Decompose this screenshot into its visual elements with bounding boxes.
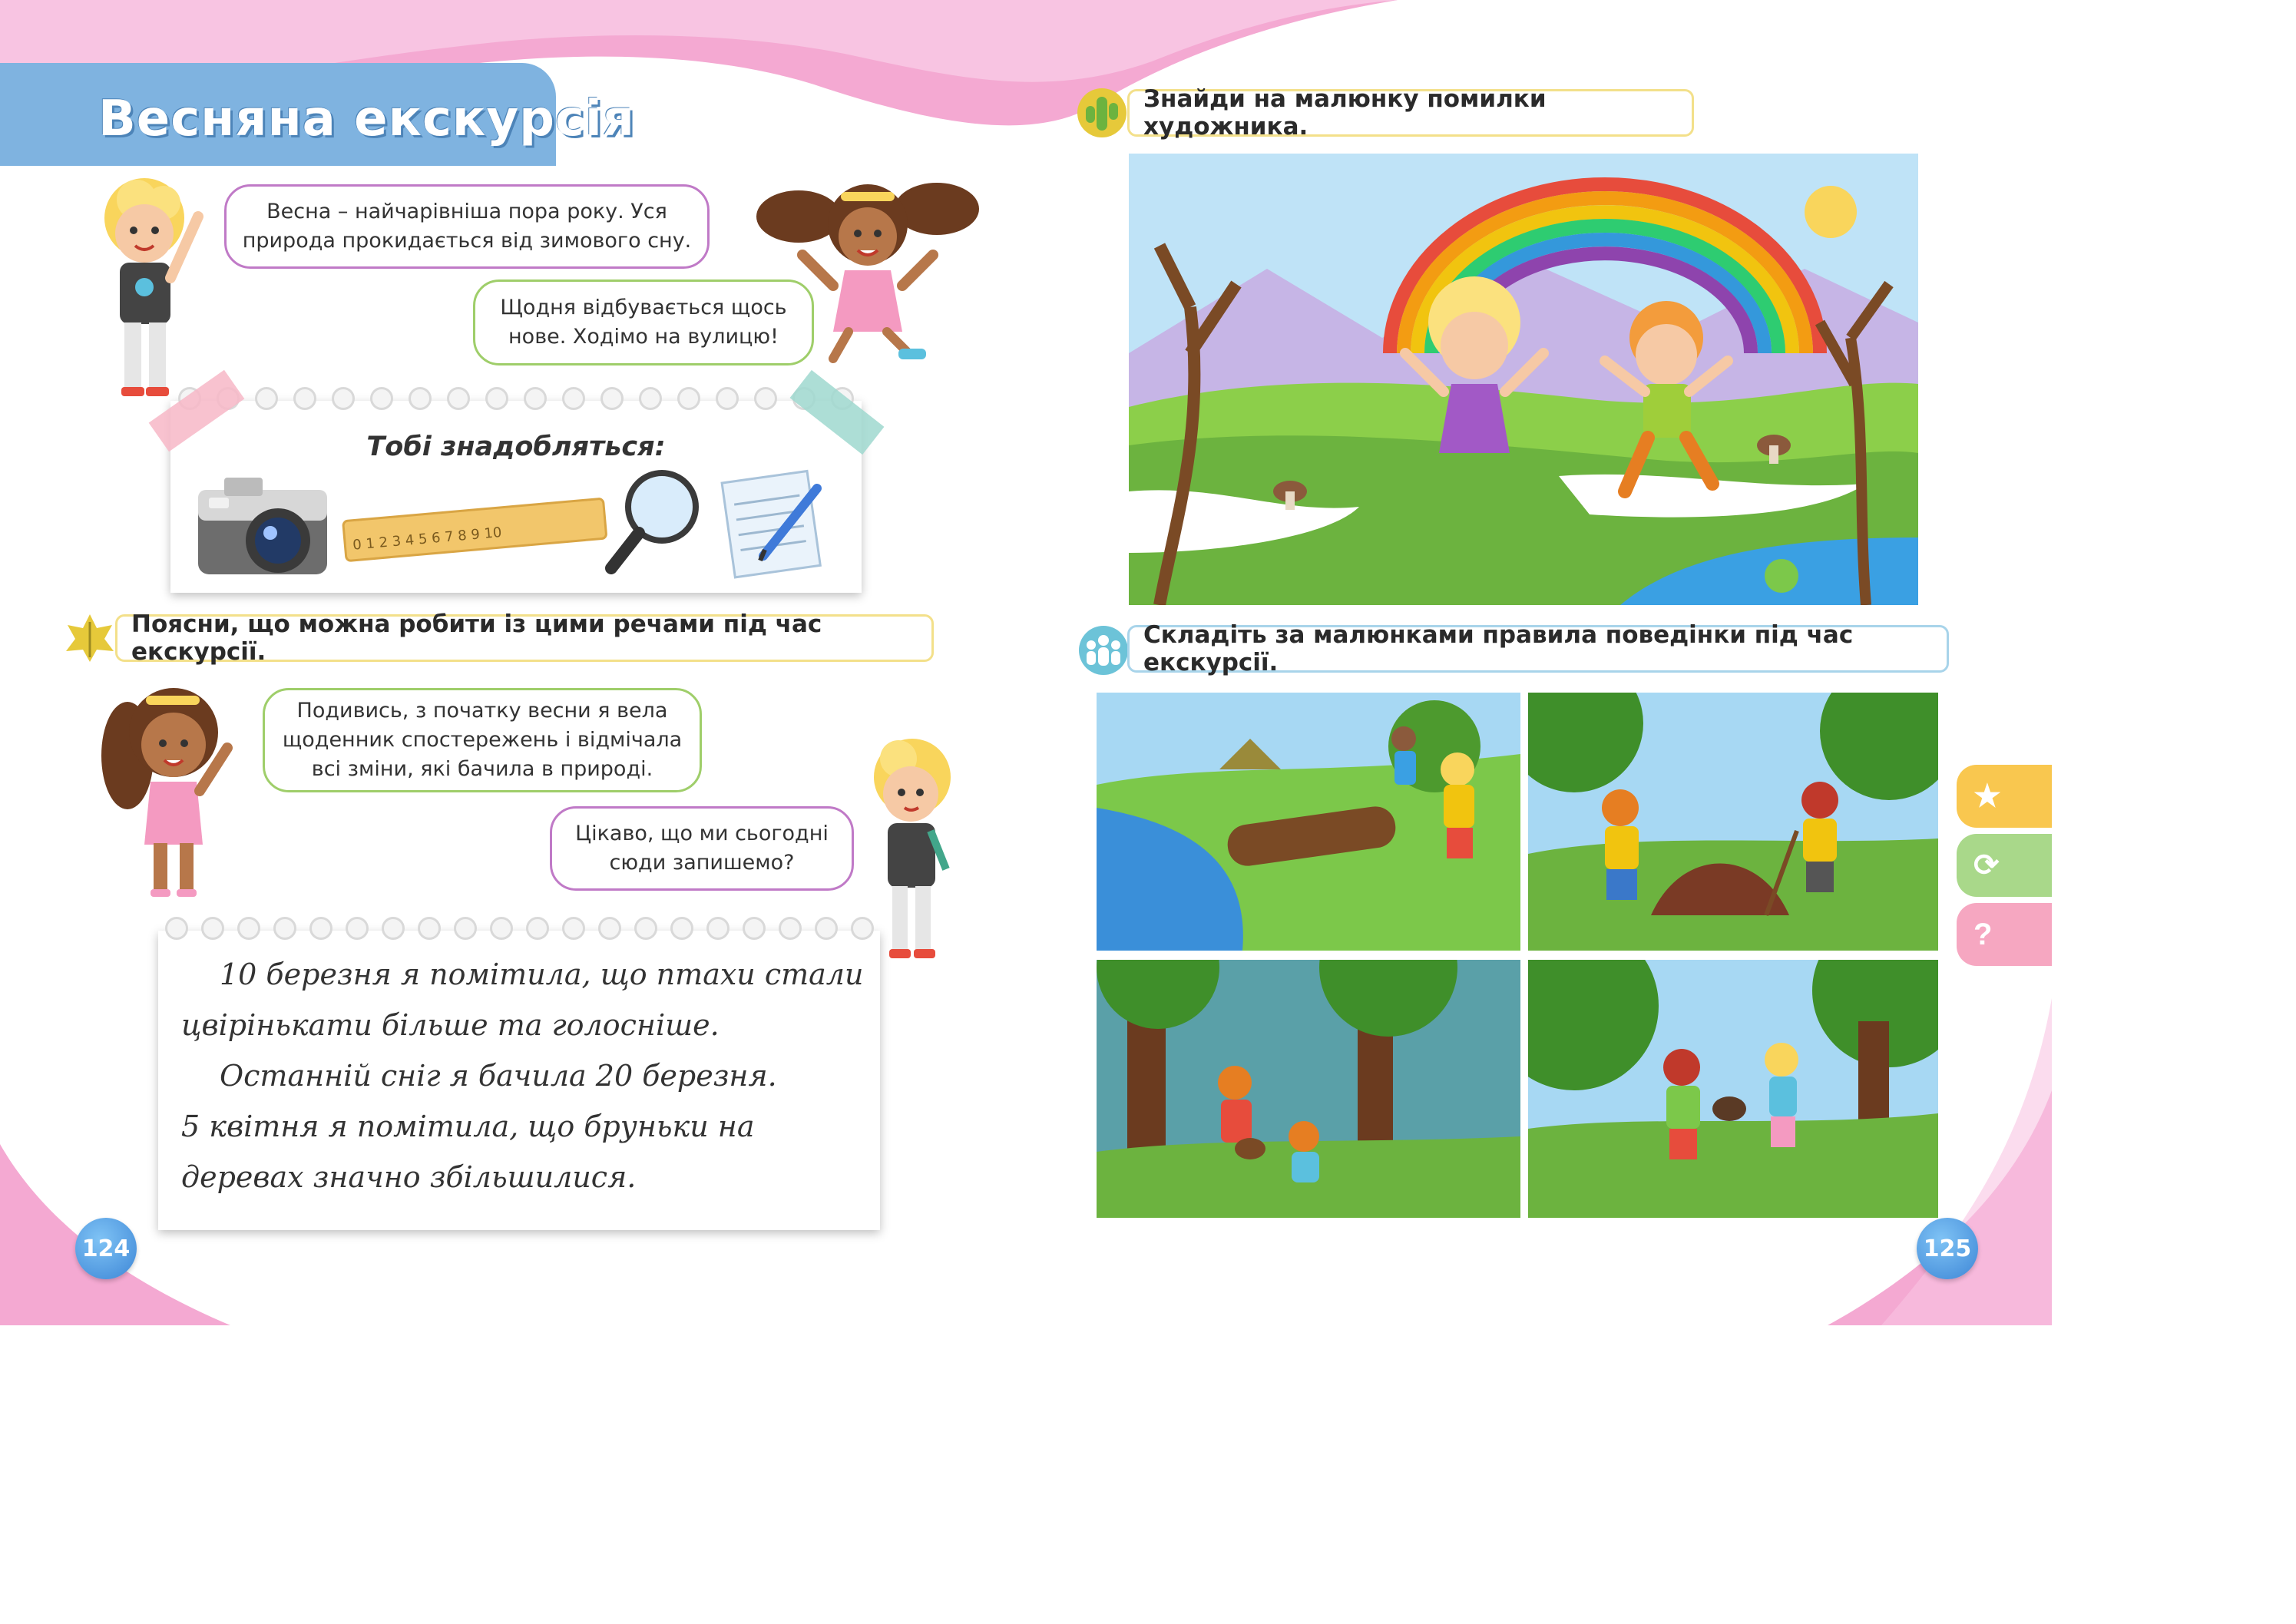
magnifier-icon: [602, 462, 710, 577]
diary-line: цвірінькати більше та голосніше.: [181, 1008, 720, 1042]
speech-bubble-boy-1: [224, 184, 710, 269]
diary-line: 5 квітня я помітила, що бруньки на: [181, 1110, 755, 1143]
scene-forest-flowers: [1097, 960, 1520, 1218]
star-icon: ★: [1973, 779, 2001, 813]
task-find-mistakes: [1127, 85, 1694, 141]
ruler-icon: [339, 493, 608, 562]
side-tab-star[interactable]: [1957, 765, 2052, 828]
diary-text: [181, 949, 865, 1202]
group-icon: [1077, 623, 1130, 677]
speech-text: Щодня відбувається щось нове. Ходімо на вулицю!: [500, 296, 787, 349]
scene-anthill: [1528, 693, 1938, 951]
cactus-icon: [1075, 86, 1129, 140]
speech-text: Цікаво, що ми сьогодні сюди запишемо?: [575, 822, 829, 875]
speech-text: Весна – найчарівніша пора року. Уся природа прокидається від зимового сну.: [242, 200, 692, 253]
notepad-rings: [170, 387, 862, 415]
scene-hedgehog: [1528, 960, 1938, 1218]
speech-bubble-girl-1: [473, 279, 814, 365]
task-behavior-rules: [1127, 621, 1949, 676]
diary-line: Останній сніг я бачила 20 березня.: [220, 1059, 777, 1093]
task-text: Складіть за малюнками правила поведінки під час екскурсії.: [1143, 621, 1854, 676]
side-tab-question[interactable]: [1957, 903, 2052, 966]
supplies-label: Тобі знадобляться:: [366, 432, 666, 462]
page-title: Весняна екскурсія: [98, 91, 635, 147]
speech-text: Подивись, з початку весни я вела щоденник спостережень і відмічала всі зміни, які бачила в природі.: [282, 699, 683, 781]
girl-illustration-middle: [97, 679, 250, 898]
speech-bubble-girl-2: [263, 688, 702, 792]
diary-notepad: [158, 931, 880, 1230]
spring-scene-illustration: [1129, 154, 1918, 605]
task-text: Знайди на малюнку помилки художника.: [1143, 85, 1547, 141]
leaf-icon: [63, 611, 117, 665]
notepad-rings: [158, 917, 880, 944]
side-tab-refresh[interactable]: [1957, 834, 2052, 897]
diary-line: 10 березня я помітила, що птахи стали: [220, 958, 864, 991]
task-text: Поясни, що можна робити із цими речами під час екскурсії.: [131, 610, 822, 666]
camera-icon: [194, 471, 332, 579]
scene-river-camp: [1097, 693, 1520, 951]
speech-bubble-boy-2: [550, 806, 854, 891]
question-icon: ?: [1973, 917, 1993, 951]
page-number-right: 125: [1917, 1218, 1978, 1279]
diary-line: деревах значно збільшилися.: [181, 1160, 637, 1194]
supplies-notepad: [170, 401, 862, 593]
refresh-icon: ⟳: [1973, 848, 2000, 882]
notebook-icon: [717, 465, 832, 580]
boy-illustration-top: [91, 170, 213, 398]
task-explain-items: [115, 610, 934, 666]
page-number-left: 124: [75, 1218, 137, 1279]
svg-text:0 1 2 3 4 5 6 7 8 9 10: 0 1 2 3 4 5 6 7 8 9 10: [352, 524, 503, 554]
